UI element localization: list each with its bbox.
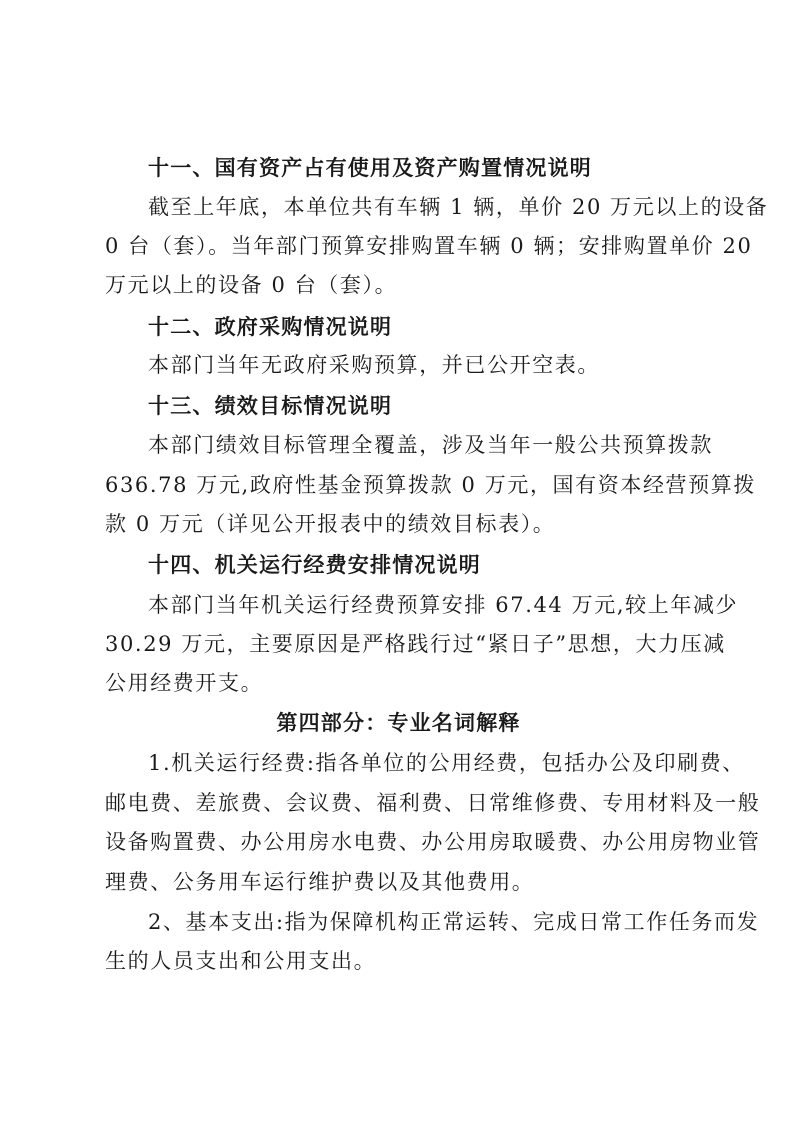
term-2-line-1: 2、基本支出:指为保障机构正常运转、完成日常工作任务而发 [148, 910, 760, 934]
section-11-heading: 十一、国有资产占有使用及资产购置情况说明 [148, 156, 592, 180]
section-11-line-2: 0 台（套）。当年部门预算安排购置车辆 0 辆；安排购置单价 20 [105, 234, 753, 258]
section-11-line-3: 万元以上的设备 0 台（套）。 [105, 273, 398, 297]
term-1-line-3: 设备购置费、办公用房水电费、办公用房取暖费、办公用房物业管 [105, 830, 761, 854]
part-4-heading: 第四部分：专业名词解释 [276, 711, 521, 735]
section-13-line-2: 636.78 万元,政府性基金预算拨款 0 万元，国有资本经营预算拨 [105, 473, 756, 497]
section-12-line-1: 本部门当年无政府采购预算，并已公开空表。 [148, 353, 600, 377]
term-1-line-4: 理费、公务用车运行维护费以及其他费用。 [105, 870, 535, 894]
section-13-line-3: 款 0 万元（详见公开报表中的绩效目标表）。 [105, 512, 556, 536]
term-1-line-2: 邮电费、差旅费、会议费、福利费、日常维修费、专用材料及一般 [105, 791, 761, 815]
section-11-line-1: 截至上年底，本单位共有车辆 1 辆，单价 20 万元以上的设备 [148, 195, 769, 219]
term-1-line-1: 1.机关运行经费:指各单位的公用经费，包括办公及印刷费、 [148, 751, 745, 775]
section-13-line-1: 本部门绩效目标管理全覆盖，涉及当年一般公共预算拨款 [148, 433, 713, 457]
section-14-line-3: 公用经费开支。 [105, 671, 264, 695]
section-12-heading: 十二、政府采购情况说明 [148, 315, 393, 339]
section-14-line-2: 30.29 万元，主要原因是严格践行过“紧日子”思想，大力压减 [105, 632, 726, 656]
term-2-line-2: 生的人员支出和公用支出。 [105, 949, 377, 973]
section-14-heading: 十四、机关运行经费安排情况说明 [148, 553, 481, 577]
section-13-heading: 十三、绩效目标情况说明 [148, 394, 393, 418]
section-14-line-1: 本部门当年机关运行经费预算安排 67.44 万元,较上年减少 [148, 593, 739, 617]
